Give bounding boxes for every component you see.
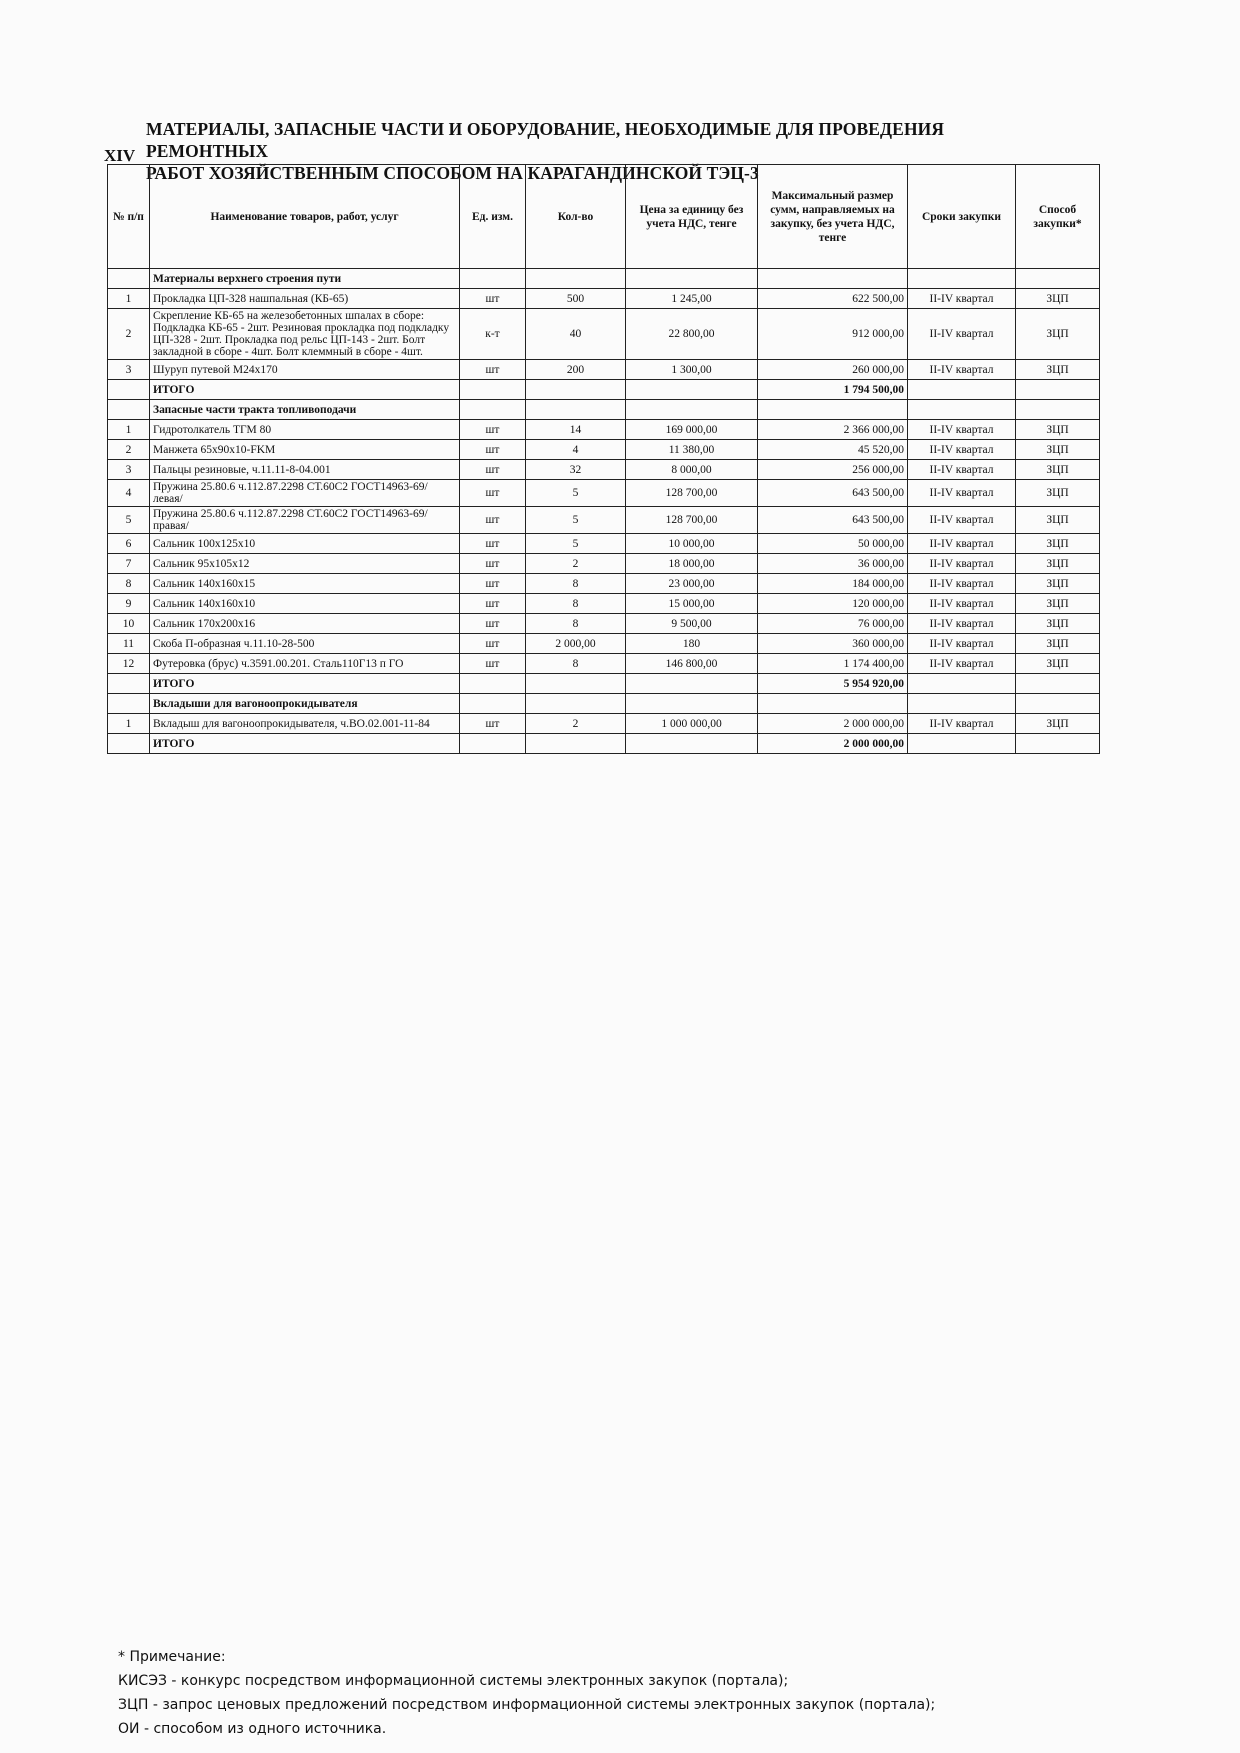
cell-method: ЗЦП: [1016, 614, 1100, 634]
col-header-method: Способ закупки*: [1016, 165, 1100, 269]
cell-empty: [626, 694, 758, 714]
cell-empty: [460, 400, 526, 420]
table-row: [108, 654, 1100, 674]
cell-name: Гидротолкатель ТГМ 80: [150, 420, 460, 440]
cell-price: 128 700,00: [626, 480, 758, 507]
table-row: [108, 420, 1100, 440]
cell-terms: II-IV квартал: [908, 309, 1016, 360]
cell-max-sum: 45 520,00: [758, 440, 908, 460]
cell-qty: 8: [526, 614, 626, 634]
cell-terms: II-IV квартал: [908, 480, 1016, 507]
cell-unit: шт: [460, 420, 526, 440]
col-header-qty: Кол-во: [526, 165, 626, 269]
cell-qty: 2: [526, 714, 626, 734]
title-line-2: РАБОТ ХОЗЯЙСТВЕННЫМ СПОСОБОМ НА КАРАГАНДИНСКОЙ ТЭЦ-3: [146, 163, 759, 183]
cell-price: 10 000,00: [626, 534, 758, 554]
cell-unit: шт: [460, 440, 526, 460]
cell-qty: 2: [526, 554, 626, 574]
cell-num: 10: [108, 614, 150, 634]
cell-unit: к-т: [460, 309, 526, 360]
cell-name: Шуруп путевой М24х170: [150, 360, 460, 380]
cell-num: 8: [108, 574, 150, 594]
cell-terms: II-IV квартал: [908, 440, 1016, 460]
cell-empty: [1016, 380, 1100, 400]
section-header-row: [108, 269, 1100, 289]
cell-terms: II-IV квартал: [908, 534, 1016, 554]
cell-max-sum: 2 000 000,00: [758, 714, 908, 734]
section-title: Запасные части тракта топливоподачи: [150, 400, 460, 420]
cell-qty: 5: [526, 480, 626, 507]
cell-unit: шт: [460, 714, 526, 734]
cell-terms: II-IV квартал: [908, 634, 1016, 654]
table-row: [108, 289, 1100, 309]
cell-empty: [526, 674, 626, 694]
cell-terms: II-IV квартал: [908, 507, 1016, 534]
cell-unit: шт: [460, 654, 526, 674]
cell-price: 180: [626, 634, 758, 654]
cell-max-sum: 643 500,00: [758, 507, 908, 534]
cell-price: 1 000 000,00: [626, 714, 758, 734]
cell-empty: [758, 269, 908, 289]
col-header-name: Наименование товаров, работ, услуг: [150, 165, 460, 269]
cell-empty: [460, 734, 526, 754]
cell-empty: [460, 380, 526, 400]
cell-empty: [1016, 674, 1100, 694]
cell-empty: [526, 269, 626, 289]
cell-max-sum: 360 000,00: [758, 634, 908, 654]
cell-num: 1: [108, 420, 150, 440]
cell-name: Скрепление КБ-65 на железобетонных шпалах в сборе: Подкладка КБ-65 - 2шт. Резиновая прокладка под подкладку ЦП-328 - 2шт. Прокладка под рельс ЦП-143 - 2шт. Болт закладной в сборе - 4шт. Болт клеммный в сборе - 4шт.: [150, 309, 460, 360]
cell-name: Прокладка ЦП-328 нашпальная (КБ-65): [150, 289, 460, 309]
table-row: [108, 594, 1100, 614]
cell-empty: [460, 694, 526, 714]
cell-empty: [526, 380, 626, 400]
cell-method: ЗЦП: [1016, 360, 1100, 380]
section-number: XIV: [104, 146, 136, 165]
cell-method: ЗЦП: [1016, 420, 1100, 440]
cell-empty: [108, 380, 150, 400]
cell-price: 1 300,00: [626, 360, 758, 380]
cell-name: Футеровка (брус) ч.3591.00.201. Сталь110Г13 п ГО: [150, 654, 460, 674]
cell-name: Сальник 140х160х15: [150, 574, 460, 594]
cell-name: Сальник 140х160х10: [150, 594, 460, 614]
cell-method: ЗЦП: [1016, 309, 1100, 360]
cell-terms: II-IV квартал: [908, 574, 1016, 594]
cell-price: 11 380,00: [626, 440, 758, 460]
table-row: [108, 714, 1100, 734]
cell-terms: II-IV квартал: [908, 460, 1016, 480]
footnote: [118, 1645, 935, 1741]
cell-qty: 200: [526, 360, 626, 380]
cell-num: 6: [108, 534, 150, 554]
col-header-max-sum: Максимальный размер сумм, направляемых на закупку, без учета НДС, тенге: [758, 165, 908, 269]
cell-max-sum: 76 000,00: [758, 614, 908, 634]
cell-empty: [626, 269, 758, 289]
cell-method: ЗЦП: [1016, 507, 1100, 534]
cell-qty: 40: [526, 309, 626, 360]
cell-terms: II-IV квартал: [908, 614, 1016, 634]
cell-terms: II-IV квартал: [908, 289, 1016, 309]
total-label: ИТОГО: [150, 674, 460, 694]
cell-num: 12: [108, 654, 150, 674]
cell-num: 1: [108, 289, 150, 309]
cell-empty: [526, 400, 626, 420]
cell-empty: [908, 694, 1016, 714]
footnote-line: КИСЭЗ - конкурс посредством информационной системы электронных закупок (портала);: [118, 1673, 789, 1689]
total-value: 1 794 500,00: [758, 380, 908, 400]
cell-num: 3: [108, 460, 150, 480]
cell-empty: [908, 400, 1016, 420]
cell-empty: [108, 269, 150, 289]
section-title: Материалы верхнего строения пути: [150, 269, 460, 289]
cell-price: 9 500,00: [626, 614, 758, 634]
cell-max-sum: 643 500,00: [758, 480, 908, 507]
title-line-1: МАТЕРИАЛЫ, ЗАПАСНЫЕ ЧАСТИ И ОБОРУДОВАНИЕ, НЕОБХОДИМЫЕ ДЛЯ ПРОВЕДЕНИЯ РЕМОНТНЫХ: [146, 119, 945, 161]
cell-method: ЗЦП: [1016, 594, 1100, 614]
cell-qty: 4: [526, 440, 626, 460]
cell-price: 23 000,00: [626, 574, 758, 594]
procurement-table: [107, 164, 1100, 754]
cell-empty: [1016, 694, 1100, 714]
cell-name: Вкладыш для вагоноопрокидывателя, ч.ВО.02.001-11-84: [150, 714, 460, 734]
cell-name: Пружина 25.80.6 ч.112.87.2298 СТ.60С2 ГОСТ14963-69/левая/: [150, 480, 460, 507]
cell-max-sum: 912 000,00: [758, 309, 908, 360]
cell-empty: [108, 734, 150, 754]
total-label: ИТОГО: [150, 380, 460, 400]
cell-price: 128 700,00: [626, 507, 758, 534]
table-row: [108, 360, 1100, 380]
cell-empty: [908, 734, 1016, 754]
cell-unit: шт: [460, 554, 526, 574]
section-title: Вкладыши для вагоноопрокидывателя: [150, 694, 460, 714]
cell-max-sum: 50 000,00: [758, 534, 908, 554]
cell-method: ЗЦП: [1016, 440, 1100, 460]
cell-empty: [908, 269, 1016, 289]
cell-empty: [626, 400, 758, 420]
cell-num: 7: [108, 554, 150, 574]
cell-unit: шт: [460, 460, 526, 480]
cell-empty: [460, 674, 526, 694]
total-value: 2 000 000,00: [758, 734, 908, 754]
col-header-terms: Сроки закупки: [908, 165, 1016, 269]
cell-qty: 14: [526, 420, 626, 440]
total-row: [108, 734, 1100, 754]
total-label: ИТОГО: [150, 734, 460, 754]
cell-method: ЗЦП: [1016, 714, 1100, 734]
cell-max-sum: 184 000,00: [758, 574, 908, 594]
col-header-unit: Ед. изм.: [460, 165, 526, 269]
cell-empty: [1016, 269, 1100, 289]
cell-qty: 32: [526, 460, 626, 480]
cell-method: ЗЦП: [1016, 289, 1100, 309]
table-row: [108, 507, 1100, 534]
table-row: [108, 634, 1100, 654]
cell-empty: [1016, 400, 1100, 420]
col-header-price: Цена за единицу без учета НДС, тенге: [626, 165, 758, 269]
cell-qty: 8: [526, 574, 626, 594]
cell-price: 18 000,00: [626, 554, 758, 574]
cell-empty: [626, 734, 758, 754]
section-header-row: [108, 400, 1100, 420]
cell-empty: [108, 400, 150, 420]
cell-empty: [526, 694, 626, 714]
table-row: [108, 480, 1100, 507]
cell-qty: 8: [526, 594, 626, 614]
cell-method: ЗЦП: [1016, 654, 1100, 674]
cell-empty: [626, 380, 758, 400]
cell-qty: 500: [526, 289, 626, 309]
cell-empty: [908, 674, 1016, 694]
cell-price: 22 800,00: [626, 309, 758, 360]
cell-empty: [108, 674, 150, 694]
cell-terms: II-IV квартал: [908, 554, 1016, 574]
cell-terms: II-IV квартал: [908, 654, 1016, 674]
cell-name: Сальник 100х125х10: [150, 534, 460, 554]
table-row: [108, 554, 1100, 574]
cell-empty: [526, 734, 626, 754]
cell-price: 169 000,00: [626, 420, 758, 440]
cell-num: 9: [108, 594, 150, 614]
cell-price: 1 245,00: [626, 289, 758, 309]
cell-terms: II-IV квартал: [908, 420, 1016, 440]
cell-qty: 2 000,00: [526, 634, 626, 654]
table-row: [108, 460, 1100, 480]
cell-max-sum: 260 000,00: [758, 360, 908, 380]
cell-empty: [460, 269, 526, 289]
cell-method: ЗЦП: [1016, 480, 1100, 507]
cell-method: ЗЦП: [1016, 634, 1100, 654]
cell-unit: шт: [460, 360, 526, 380]
cell-terms: II-IV квартал: [908, 360, 1016, 380]
cell-unit: шт: [460, 507, 526, 534]
cell-unit: шт: [460, 480, 526, 507]
cell-terms: II-IV квартал: [908, 714, 1016, 734]
cell-empty: [1016, 734, 1100, 754]
cell-num: 4: [108, 480, 150, 507]
table-row: [108, 534, 1100, 554]
cell-unit: шт: [460, 574, 526, 594]
cell-max-sum: 1 174 400,00: [758, 654, 908, 674]
table-header-row: [108, 165, 1100, 269]
section-header-row: [108, 694, 1100, 714]
total-row: [108, 380, 1100, 400]
cell-num: 11: [108, 634, 150, 654]
table-body: [108, 269, 1100, 754]
total-value: 5 954 920,00: [758, 674, 908, 694]
cell-num: 2: [108, 440, 150, 460]
cell-max-sum: 622 500,00: [758, 289, 908, 309]
cell-max-sum: 256 000,00: [758, 460, 908, 480]
cell-name: Сальник 170х200х16: [150, 614, 460, 634]
table-row: [108, 574, 1100, 594]
cell-max-sum: 120 000,00: [758, 594, 908, 614]
cell-qty: 8: [526, 654, 626, 674]
cell-empty: [758, 694, 908, 714]
cell-unit: шт: [460, 289, 526, 309]
cell-method: ЗЦП: [1016, 534, 1100, 554]
cell-price: 15 000,00: [626, 594, 758, 614]
col-header-num: № п/п: [108, 165, 150, 269]
cell-num: 2: [108, 309, 150, 360]
cell-num: 1: [108, 714, 150, 734]
cell-price: 8 000,00: [626, 460, 758, 480]
cell-qty: 5: [526, 507, 626, 534]
cell-unit: шт: [460, 594, 526, 614]
footnote-line: ЗЦП - запрос ценовых предложений посредством информационной системы электронных закупок (портала);: [118, 1697, 936, 1713]
table-row: [108, 309, 1100, 360]
cell-name: Сальник 95х105х12: [150, 554, 460, 574]
cell-method: ЗЦП: [1016, 574, 1100, 594]
cell-max-sum: 36 000,00: [758, 554, 908, 574]
cell-name: Пружина 25.80.6 ч.112.87.2298 СТ.60С2 ГОСТ14963-69/правая/: [150, 507, 460, 534]
cell-method: ЗЦП: [1016, 460, 1100, 480]
cell-empty: [908, 380, 1016, 400]
cell-name: Скоба П-образная ч.11.10-28-500: [150, 634, 460, 654]
cell-num: 5: [108, 507, 150, 534]
cell-unit: шт: [460, 534, 526, 554]
table-row: [108, 440, 1100, 460]
cell-name: Пальцы резиновые, ч.11.11-8-04.001: [150, 460, 460, 480]
total-row: [108, 674, 1100, 694]
footnote-heading: * Примечание:: [118, 1649, 226, 1665]
cell-num: 3: [108, 360, 150, 380]
footnote-line: ОИ - способом из одного источника.: [118, 1721, 387, 1737]
cell-method: ЗЦП: [1016, 554, 1100, 574]
cell-unit: шт: [460, 614, 526, 634]
cell-empty: [108, 694, 150, 714]
cell-qty: 5: [526, 534, 626, 554]
table-row: [108, 614, 1100, 634]
cell-unit: шт: [460, 634, 526, 654]
cell-terms: II-IV квартал: [908, 594, 1016, 614]
cell-name: Манжета 65х90х10-FKM: [150, 440, 460, 460]
cell-max-sum: 2 366 000,00: [758, 420, 908, 440]
cell-empty: [626, 674, 758, 694]
cell-price: 146 800,00: [626, 654, 758, 674]
cell-empty: [758, 400, 908, 420]
